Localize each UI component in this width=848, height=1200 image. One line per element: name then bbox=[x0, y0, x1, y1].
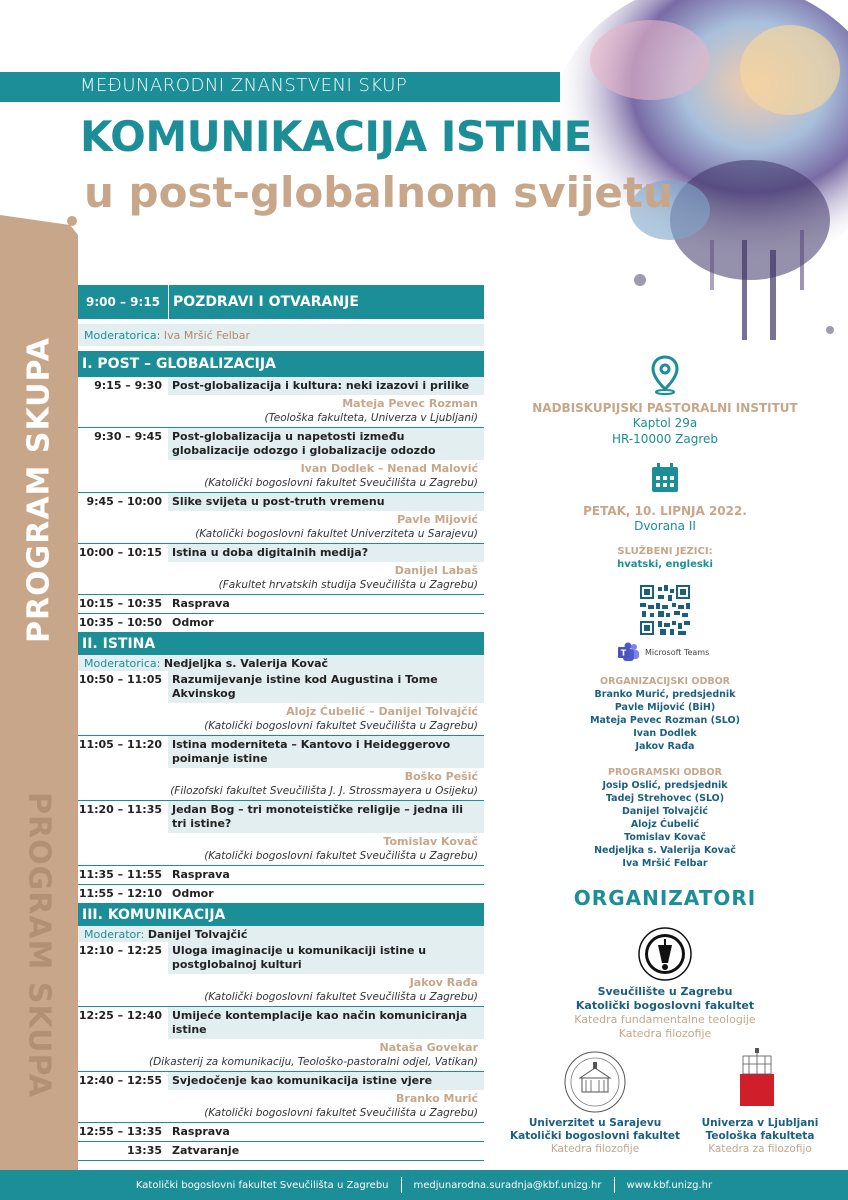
moderator-label: Moderatorica: bbox=[84, 656, 161, 670]
languages-block bbox=[500, 546, 830, 570]
org-sarajevo-line3: Katedra filozofije bbox=[550, 1143, 640, 1155]
org-zagreb bbox=[515, 985, 815, 1041]
venue-street: Kaptol 29a bbox=[632, 416, 698, 430]
organizers-label: ORGANIZATORI bbox=[573, 886, 757, 910]
footer-website-link[interactable]: www.kbf.unizg.hr bbox=[626, 1179, 713, 1191]
org-sarajevo-line2: Katolički bogoslovni fakultet bbox=[509, 1130, 681, 1142]
talk-title: Post-globalizacija u napetosti između globalizacije odozgo i globalizacije odozdo bbox=[168, 428, 484, 460]
committee-member: Iva Mršić Felbar bbox=[622, 858, 708, 869]
talk-affiliation: (Filozofski fakultet Sveučilišta J. J. Strossmayera u Osijeku) bbox=[78, 784, 484, 801]
moderator-label: Moderator: bbox=[84, 927, 145, 941]
venue-city: HR-10000 Zagreb bbox=[611, 432, 719, 446]
talk-title: Razumijevanje istine kod Augustina i Tome Akvinskog bbox=[168, 671, 484, 703]
committee-member: Danijel Tolvajčić bbox=[622, 806, 708, 817]
talk-row bbox=[78, 544, 484, 562]
break-time: 11:55 – 12:10 bbox=[78, 887, 162, 900]
date-block bbox=[500, 462, 830, 534]
talk-time: 9:30 – 9:45 bbox=[94, 430, 162, 443]
committee-member: Mateja Pevec Rozman (SLO) bbox=[590, 715, 740, 726]
talk-title: Istina moderniteta – Kantovo i Heideggerovo poimanje istine bbox=[168, 736, 484, 768]
talk-affiliation: (Katolički bogoslovni fakultet Sveučilišta u Zagrebu) bbox=[78, 990, 484, 1007]
talk-speaker: Danijel Labaš bbox=[394, 564, 478, 577]
footer-faculty: Katolički bogoslovni fakultet Sveučilišta u Zagrebu bbox=[135, 1179, 389, 1191]
section3-title: III. KOMUNIKACIJA bbox=[82, 907, 226, 923]
talk-affiliation: (Fakultet hrvatskih studija Sveučilišta u Zagrebu) bbox=[78, 578, 484, 595]
talk-speaker: Ivan Dodlek – Nenad Malović bbox=[300, 462, 478, 475]
prog-committee bbox=[500, 766, 830, 870]
languages-label: SLUŽBENI JEZICI: bbox=[617, 546, 713, 557]
section3-talks bbox=[78, 942, 484, 1123]
talk-speaker: Pavle Mijović bbox=[397, 513, 478, 526]
section3-header bbox=[78, 904, 484, 926]
org-committee bbox=[500, 675, 830, 753]
talk-row bbox=[78, 493, 484, 511]
break-time: 10:35 – 10:50 bbox=[78, 616, 162, 629]
org-committee-label: ORGANIZACIJSKI ODBOR bbox=[600, 676, 730, 687]
event-date: PETAK, 10. LIPNJA 2022. bbox=[583, 504, 747, 518]
break-row bbox=[78, 885, 484, 904]
moderator-name: Danijel Tolvajčić bbox=[147, 927, 248, 941]
break-title: Zatvaranje bbox=[168, 1142, 484, 1160]
section1-breaks bbox=[78, 595, 484, 633]
committee-member: Josip Oslić, predsjednik bbox=[602, 780, 728, 791]
talk-time: 11:05 – 11:20 bbox=[78, 738, 162, 751]
talk-title: Uloga imaginacije u komunikaciji istine u postglobalnoj kulturi bbox=[168, 942, 484, 974]
talk-speaker: Branko Murić bbox=[396, 1092, 478, 1105]
talk-speaker: Alojz Ćubelić – Danijel Tolvajčić bbox=[286, 705, 478, 718]
talk-row bbox=[78, 1072, 484, 1090]
talk-title: Post-globalizacija i kultura: neki izazovi i prilike bbox=[168, 377, 484, 395]
title-line2: u post-globalnom svijetu bbox=[84, 168, 673, 217]
org-sarajevo-line1: Univerzitet u Sarajevu bbox=[528, 1117, 662, 1129]
org-zagreb-line2: Katolički bogoslovni fakultet bbox=[575, 999, 755, 1012]
org-zagreb-line1: Sveučilište u Zagrebu bbox=[597, 985, 733, 998]
break-time: 10:15 – 10:35 bbox=[78, 597, 162, 610]
footer bbox=[0, 1170, 848, 1200]
banner-text: MEĐUNARODNI ZNANSTVENI SKUP bbox=[80, 75, 408, 96]
venue-block bbox=[500, 355, 830, 447]
prog-committee-label: PROGRAMSKI ODBOR bbox=[608, 767, 722, 778]
org-sarajevo bbox=[505, 1117, 685, 1156]
footer-separator bbox=[614, 1177, 615, 1193]
committee-member: Nedjeljka s. Valerija Kovač bbox=[594, 845, 736, 856]
talk-row bbox=[78, 377, 484, 395]
break-time: 13:35 bbox=[126, 1144, 162, 1157]
break-title: Rasprava bbox=[168, 1123, 484, 1141]
ljubljana-logo-icon bbox=[740, 1048, 774, 1106]
opening-title: POZDRAVI I OTVARANJE bbox=[168, 285, 359, 319]
talk-time: 10:50 – 11:05 bbox=[78, 673, 162, 686]
section2-header bbox=[78, 633, 484, 655]
talk-title: Slike svijeta u post-truth vremenu bbox=[168, 493, 484, 511]
qr-code-icon[interactable] bbox=[640, 585, 690, 635]
side-label-secondary: PROGRAM SKUPA bbox=[21, 792, 57, 1098]
org-ljubljana-line3: Katedra za filozofijo bbox=[708, 1143, 812, 1155]
org-zagreb-line4: Katedra filozofije bbox=[618, 1027, 712, 1040]
section1-title: I. POST – GLOBALIZACIJA bbox=[82, 356, 276, 372]
break-title: Odmor bbox=[168, 885, 484, 903]
talk-time: 10:00 – 10:15 bbox=[78, 546, 162, 559]
talk-affiliation: (Katolički bogoslovni fakultet Univerziteta u Sarajevu) bbox=[78, 527, 484, 544]
header-banner bbox=[0, 72, 560, 102]
talk-affiliation: (Katolički bogoslovni fakultet Sveučilišta u Zagrebu) bbox=[78, 1106, 484, 1123]
kbf-zagreb-seal-icon bbox=[638, 927, 692, 981]
org-zagreb-line3: Katedra fundamentalne teologije bbox=[574, 1013, 756, 1026]
talk-title: Jedan Bog – tri monoteističke religije – jedna ili tri istine? bbox=[168, 801, 484, 833]
talk-time: 9:15 – 9:30 bbox=[94, 379, 162, 392]
section1-header bbox=[78, 351, 484, 377]
committee-member: Branko Murić, predsjednik bbox=[594, 689, 736, 700]
committee-member: Ivan Dodlek bbox=[633, 728, 697, 739]
moderator-name: Nedjeljka s. Valerija Kovač bbox=[163, 656, 329, 670]
talk-affiliation: (Katolički bogoslovni fakultet Sveučilišta u Zagrebu) bbox=[78, 476, 484, 493]
committee-member: Tadej Strehovec (SLO) bbox=[605, 793, 725, 804]
talk-time: 11:20 – 11:35 bbox=[78, 803, 162, 816]
talk-title: Umijeće kontemplacije kao način komuniciranja istine bbox=[168, 1007, 484, 1039]
section2-talks bbox=[78, 671, 484, 866]
talk-affiliation: (Dikasterij za komunikaciju, Teološko-pastoralni odjel, Vatikan) bbox=[78, 1055, 484, 1072]
talk-time: 9:45 – 10:00 bbox=[86, 495, 162, 508]
venue-name: NADBISKUPIJSKI PASTORALNI INSTITUT bbox=[532, 401, 798, 415]
break-row bbox=[78, 595, 484, 614]
schedule bbox=[78, 285, 484, 1161]
teams-label: Microsoft Teams bbox=[645, 647, 710, 657]
opening-time: 9:00 – 9:15 bbox=[85, 295, 161, 309]
talk-row bbox=[78, 428, 484, 460]
section2-moderator bbox=[78, 655, 484, 671]
talk-speaker: Boško Pešić bbox=[404, 770, 478, 783]
org-ljubljana-line2: Teološka fakulteta bbox=[705, 1130, 815, 1142]
calendar-icon bbox=[650, 462, 680, 494]
talk-title: Svjedočenje kao komunikacija istine vjere bbox=[168, 1072, 484, 1090]
break-row bbox=[78, 1142, 484, 1161]
talk-row bbox=[78, 801, 484, 833]
break-row bbox=[78, 1123, 484, 1142]
languages-value: hvatski, engleski bbox=[617, 559, 713, 570]
opening-moderator bbox=[78, 324, 484, 346]
committee-member: Pavle Mijović (BiH) bbox=[614, 702, 716, 713]
organizers-block bbox=[500, 886, 830, 910]
talk-row bbox=[78, 736, 484, 768]
talk-speaker: Tomislav Kovač bbox=[383, 835, 478, 848]
talk-title: Istina u doba digitalnih medija? bbox=[168, 544, 484, 562]
talk-affiliation: (Teološka fakulteta, Univerza v Ljubljani) bbox=[78, 411, 484, 428]
footer-separator bbox=[401, 1177, 402, 1193]
committee-member: Tomislav Kovač bbox=[624, 832, 706, 843]
talk-affiliation: (Katolički bogoslovni fakultet Sveučilišta u Zagrebu) bbox=[78, 849, 484, 866]
talk-speaker: Jakov Rađa bbox=[409, 976, 478, 989]
committee-member: Alojz Ćubelić bbox=[630, 819, 700, 830]
location-pin-icon bbox=[650, 355, 680, 395]
moderator-label: Moderatorica: bbox=[84, 328, 161, 342]
section2-breaks bbox=[78, 866, 484, 904]
break-row bbox=[78, 614, 484, 633]
org-ljubljana bbox=[680, 1117, 840, 1156]
break-title: Rasprava bbox=[168, 595, 484, 613]
section3-breaks bbox=[78, 1123, 484, 1161]
talk-row bbox=[78, 942, 484, 974]
talk-time: 12:25 – 12:40 bbox=[78, 1009, 162, 1022]
svg-text:T: T bbox=[620, 648, 627, 658]
committee-member: Jakov Rađa bbox=[635, 741, 695, 752]
section2-title: II. ISTINA bbox=[82, 636, 156, 652]
talk-row bbox=[78, 671, 484, 703]
event-room: Dvorana II bbox=[634, 519, 696, 533]
break-title: Odmor bbox=[168, 614, 484, 632]
moderator-name: Iva Mršić Felbar bbox=[163, 328, 250, 342]
microsoft-teams-icon bbox=[618, 642, 640, 662]
break-time: 11:35 – 11:55 bbox=[78, 868, 162, 881]
talk-speaker: Nataša Govekar bbox=[379, 1041, 478, 1054]
talk-time: 12:10 – 12:25 bbox=[78, 944, 162, 957]
talk-affiliation: (Katolički bogoslovni fakultet Sveučilišta u Zagrebu) bbox=[78, 719, 484, 736]
break-time: 12:55 – 13:35 bbox=[78, 1125, 162, 1138]
talk-time: 12:40 – 12:55 bbox=[78, 1074, 162, 1087]
section1-talks bbox=[78, 377, 484, 595]
sarajevo-seal-icon bbox=[562, 1050, 628, 1114]
side-label-primary: PROGRAM SKUPA bbox=[21, 337, 57, 643]
org-ljubljana-line1: Univerza v Ljubljani bbox=[701, 1117, 819, 1129]
break-row bbox=[78, 866, 484, 885]
section3-moderator bbox=[78, 926, 484, 942]
talk-speaker: Mateja Pevec Rozman bbox=[342, 397, 478, 410]
opening-header bbox=[78, 285, 484, 319]
title-line1: KOMUNIKACIJA ISTINE bbox=[80, 112, 592, 161]
teams-block[interactable] bbox=[618, 642, 709, 662]
footer-email-link[interactable]: medjunarodna.suradnja@kbf.unizg.hr bbox=[413, 1179, 602, 1191]
break-title: Rasprava bbox=[168, 866, 484, 884]
talk-row bbox=[78, 1007, 484, 1039]
